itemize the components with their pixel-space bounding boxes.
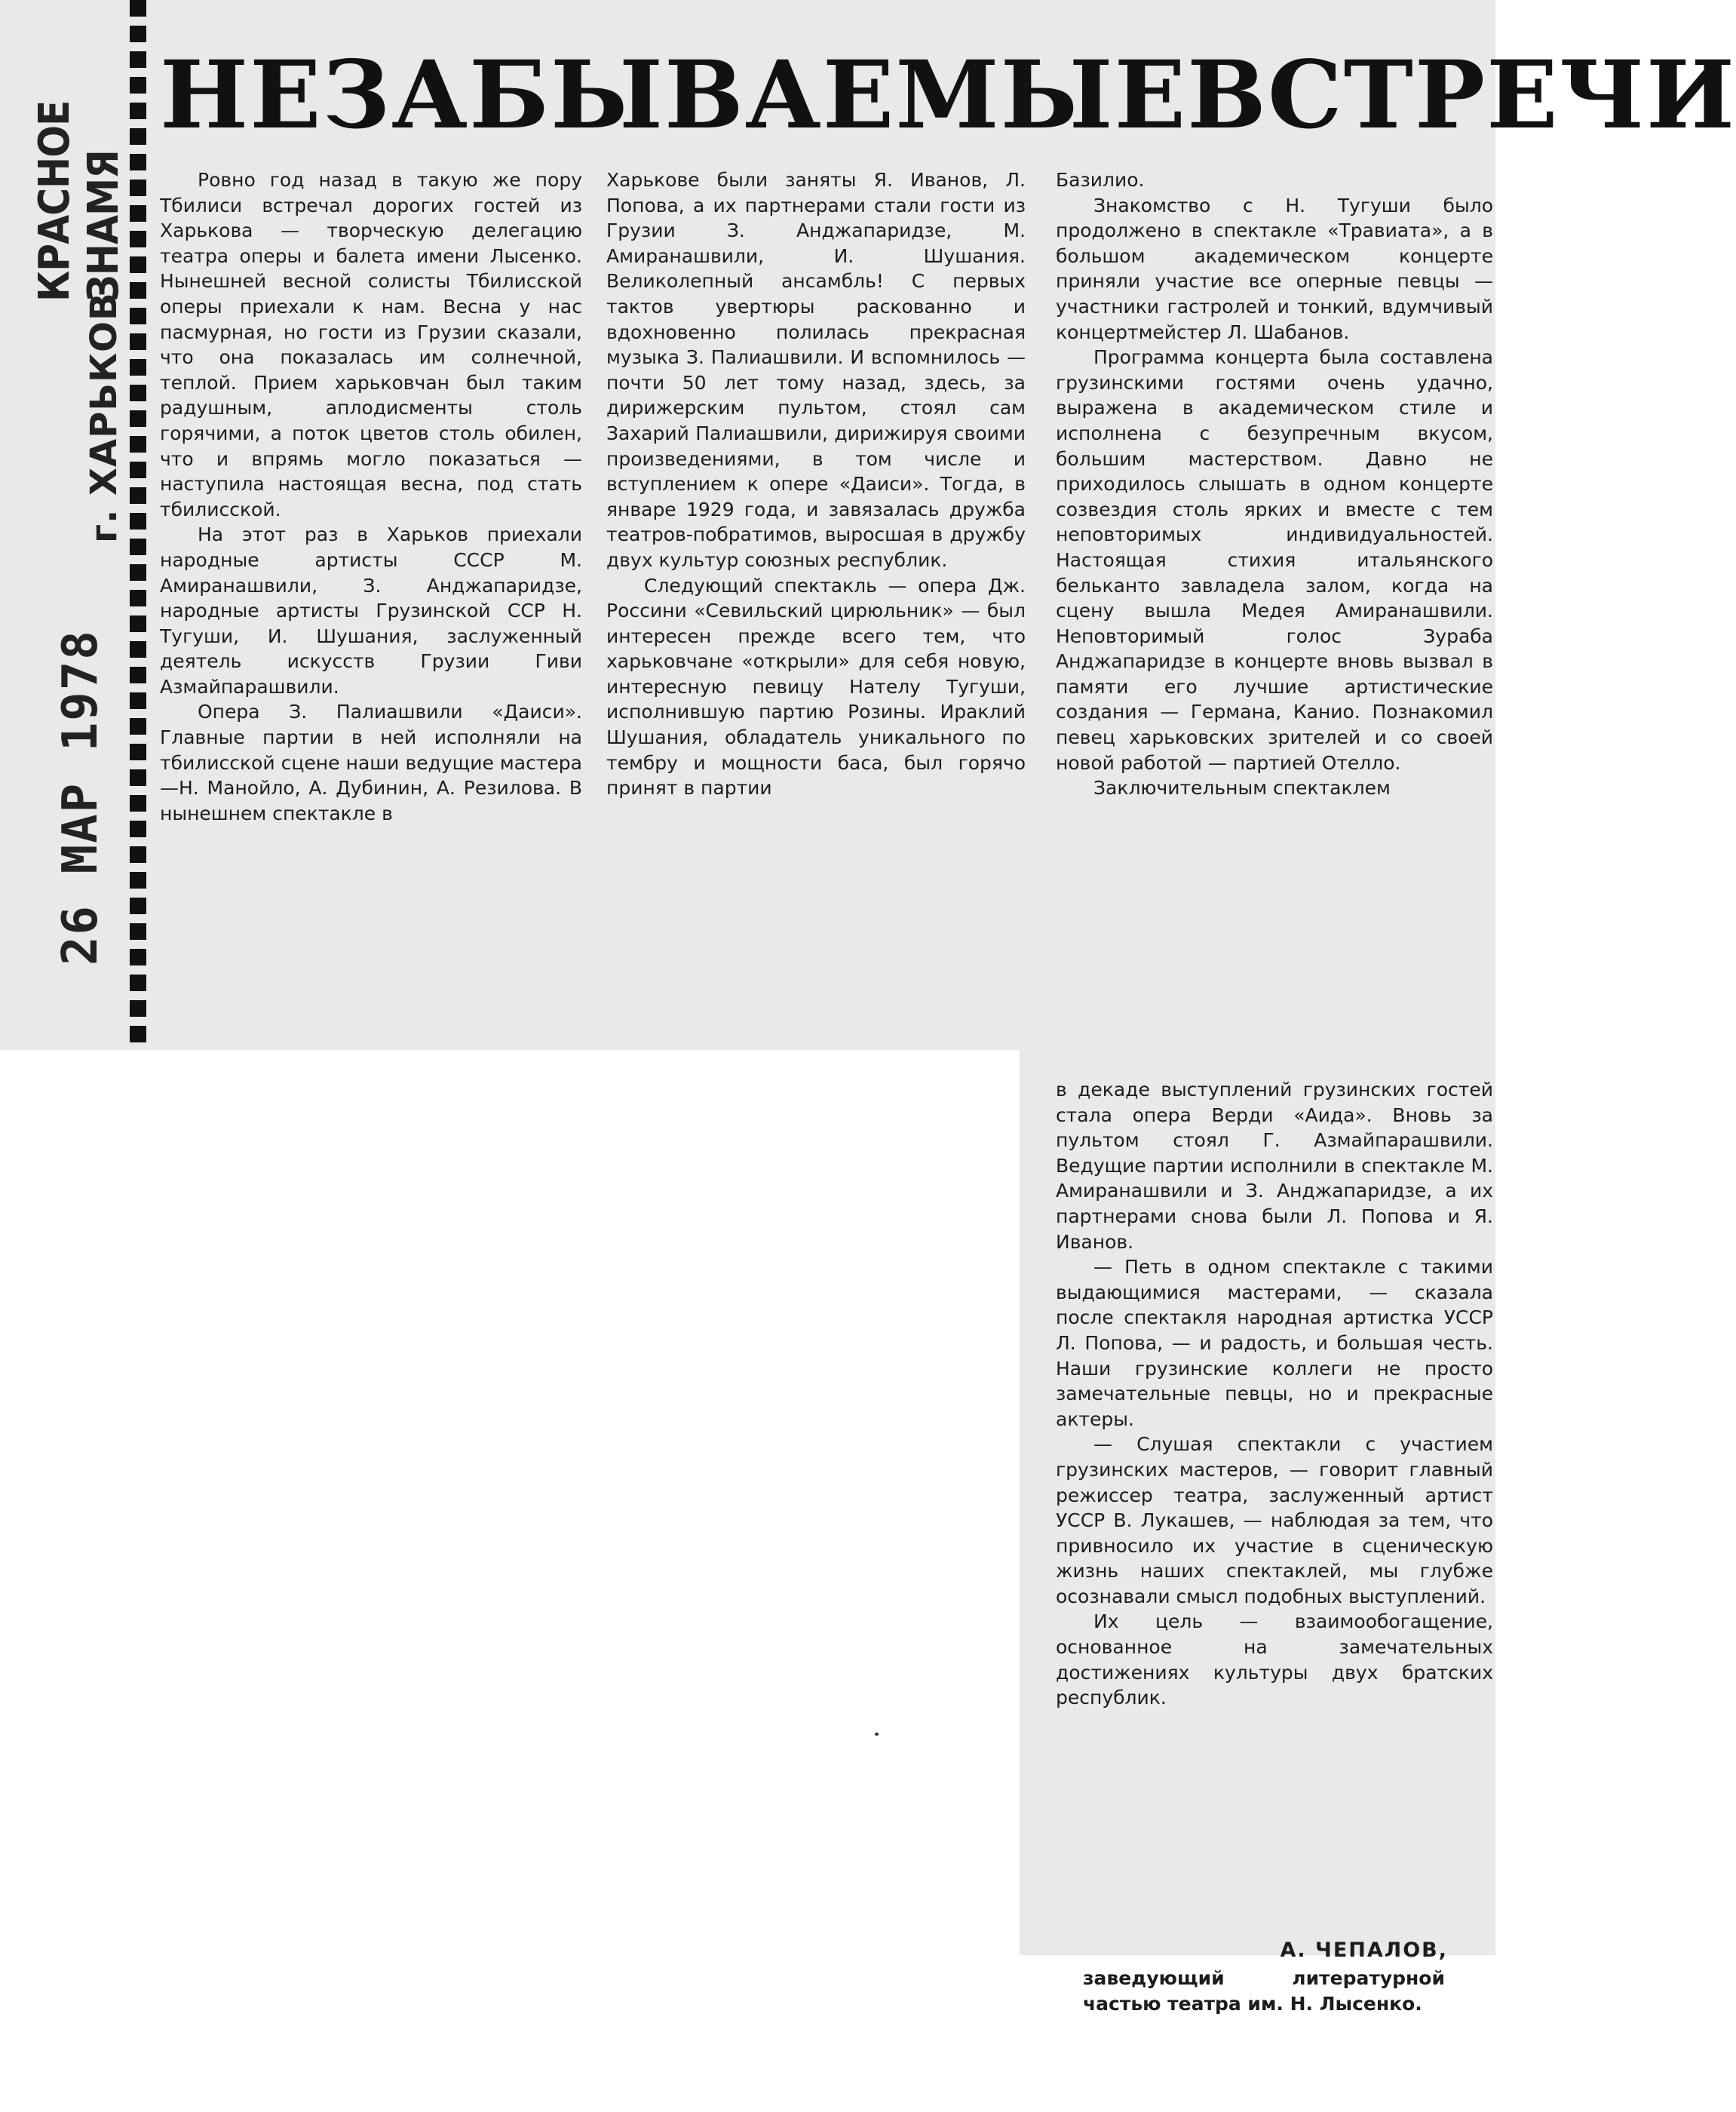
paragraph: в декаде выступлений грузинских гостей стала опера Верди «Аида». Вновь за пультом стоял Г. Азмайпарашвили. Ведущие партии исполнили в спектакле М. Амиранашвили и З. Анджапаридзе, а их партнерами снова были Л. Попова и Я. Иванов. [1056,1079,1493,1253]
paragraph: Следующий спектакль — опера Дж. Россини «Севильский цирюльник» — был интересен прежде всего тем, что харьковчане «открыли» для себя новую, интересную певицу Нателу Тугуши, исполнившую партию Розины. Ираклий Шушания, обладатель уникального по тембру и мощности баса, был горячо принят в партии [606,574,1026,800]
article-column-1 [160,167,582,826]
paragraph: Базилио. [1056,169,1145,191]
headline-word-2: ВСТРЕЧИ [1187,41,1736,150]
article-column-4 [1056,1077,1493,1711]
stamp-newspaper: КРАСНОЕ ЗНАМЯ [30,100,128,302]
dashed-border [130,0,146,1050]
newspaper-stamp [30,0,128,1041]
paragraph: Их цель — взаимообогащение, основанное на замечательных достижениях культуры двух братских республик. [1056,1610,1493,1709]
paragraph: Заключительным спектаклем [1093,777,1391,800]
stamp-city: г. ХАРЬКОВ [83,292,125,543]
paragraph: — Петь в одном спектакле с такими выдающимися мастерами, — сказала после спектакля народная артистка УССР Л. Попова, — и радость, и большая честь. Наши грузинские коллеги не просто замечательные певцы, но и прекрасные актеры. [1056,1256,1493,1430]
author-name: А. ЧЕПАЛОВ, [1280,1939,1448,1962]
article-column-2 [606,167,1026,801]
article-column-3 [1056,167,1493,801]
paragraph: Ровно год назад в такую же пору Тбилиси встречал дорогих гостей из Харькова — творческую делегацию театра оперы и балета имени Лысенко. Нынешней весной солисты Тбилисской оперы приехали к нам. Весна у нас пасмурная, но гости из Грузии сказали, что она показалась им солнечной, теплой. Прием харьковчан был таким радушным, аплодисменты столь горячими, а поток цветов столь обилен, что и впрямь могло показаться — наступила настоящая весна, под стать тбилисской. [160,169,582,520]
paragraph: — Слушая спектакли с участием грузинских мастеров, — говорит главный режиссер театра, заслуженный артист УССР В. Лукашев, — наблюдая за тем, что привносило их участие в сценическую жизнь наших спектаклей, мы глубже осознавали смысл подобных выступлений. [1056,1433,1493,1607]
paragraph: На этот раз в Харьков приехали народные артисты СССР М. Амиранашвили, З. Анджапаридзе, народные артисты Грузинской ССР Н. Тугуши, И. Шушания, заслуженный деятель искусств Грузии Гиви Азмайпарашвили. [160,523,582,698]
paragraph: Знакомство с Н. Тугуши было продолжено в спектакле «Травиата», а в большом академическом концерте приняли участие все оперные певцы — участники гастролей и тонкий, вдумчивый концертмейстер Л. Шабанов. [1056,194,1493,343]
stamp-date: 26 МАР 1978 [53,629,109,965]
author-position: заведующий литературной частью театра им. Н. Лысенко. [1083,1967,1445,2015]
headline [160,39,1736,152]
scan-speck [875,1733,879,1736]
paragraph: Харькове были заняты Я. Иванов, Л. Попова, а их партнерами стали гости из Грузии З. Анджапаридзе, М. Амиранашвили, И. Шушания. Великолепный ансамбль! С первых тактов увертюры раскованно и вдохновенно полилась прекрасная музыка З. Палиашвили. И вспомнилось — почти 50 лет тому назад, здесь, за дирижерским пультом, стоял сам Захарий Палиашвили, дирижируя своими произведениями, в том числе и вступлением к опере «Даиси». Тогда, в январе 1929 года, и завязалась дружба театров-побратимов, выросшая в дружбу двух культур союзных республик. [606,169,1026,571]
paragraph: Опера З. Палиашвили «Даиси». Главные партии в ней исполняли на тбилисской сцене наши ведущие мастера—Н. Манойло, А. Дубинин, А. Резилова. В нынешнем спектакле в [160,701,582,824]
headline-word-1: НЕЗАБЫВАЕМЫЕ [160,41,1188,150]
paragraph: Программа концерта была составлена грузинскими гостями очень удачно, выражена в академическом стиле и исполнена с безупречным вкусом, большим мастерством. Давно не приходилось слышать в одном концерте созвездия столь ярких и вместе с тем неповторимых индивидуальностей. Настоящая стихия итальянского бельканто завладела залом, когда на сцену вышла Медея Амиранашвили. Неповторимый голос Зураба Анджапаридзе в концерте вновь вызвал в памяти его лучшие артистические создания — Германа, Канио. Познакомил певец харьковских зрителей и со своей новой работой — партией Отелло. [1056,346,1493,774]
